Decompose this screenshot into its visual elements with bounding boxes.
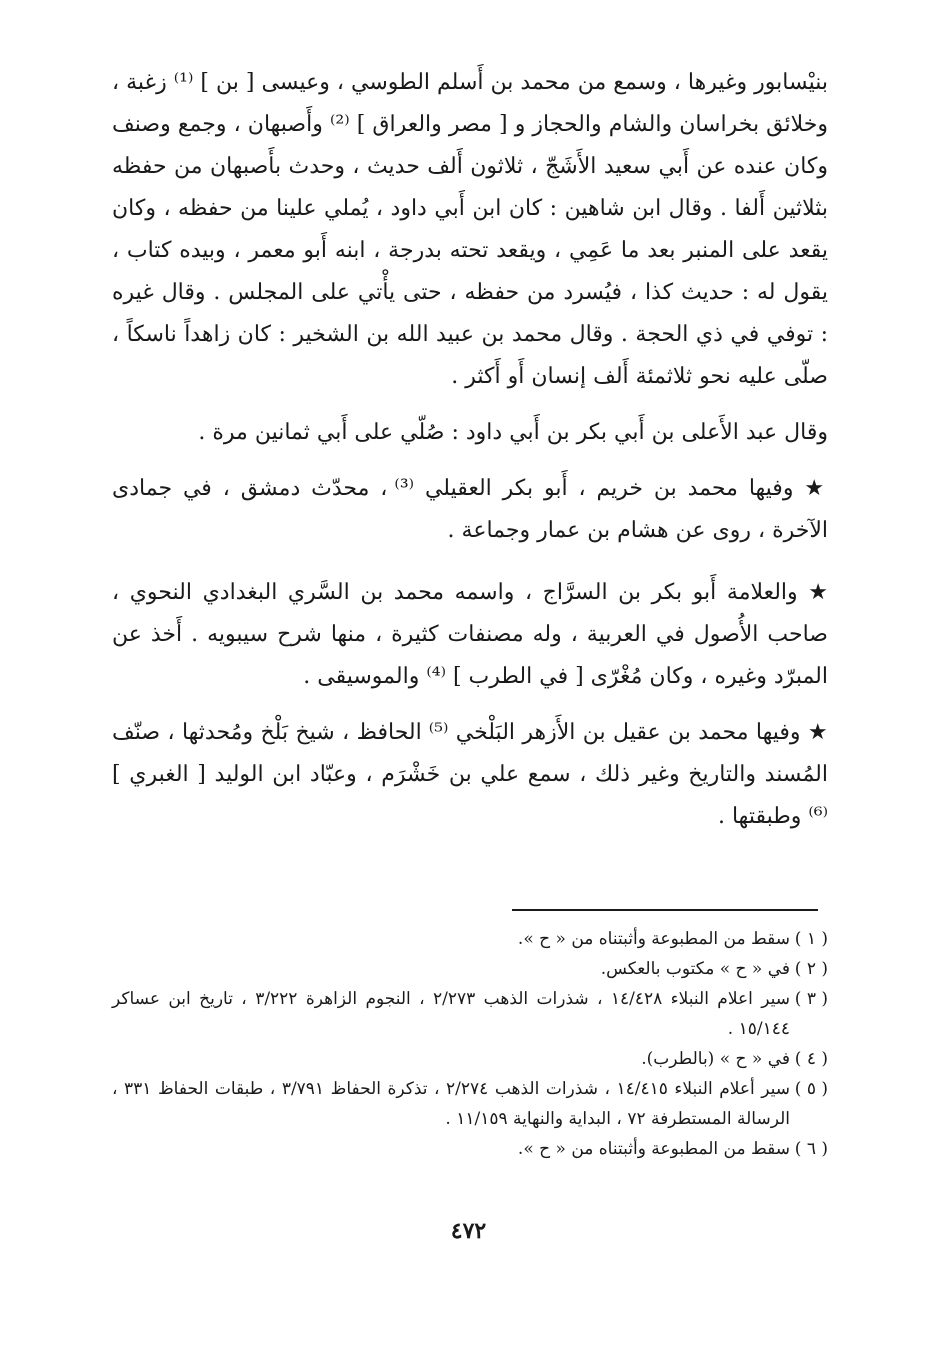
paragraph-1: بنيْسابور وغيرها ، وسمع من محمد بن أَسلم الطوسي ، وعيسى [ بن ] ⁽¹⁾ زغبة ، وخلائق بخراسان والشام والحجاز و [ مصر والعراق ] ⁽²⁾ وأَصبهان ، وجمع وصنف وكان عنده عن أَبي سعيد الأَشَجّ ، ثلاثون أَلف حديث ، وحدث بأَصبهان من حفظه بثلاثين أَلفا . وقال ابن شاهين : كان ابن أَبي داود ، يُملي علينا من حفظه ، وكان يقعد على المنبر بعد ما عَمِي ، ويقعد تحته بدرجة ، ابنه أَبو معمر ، وبيده كتاب ، يقول له : حديث كذا ، فيُسرد من حفظه ، حتى يأْتي على المجلس . وقال غيره : توفي في ذي الحجة . وقال محمد بن عبيد الله بن الشخير : كان زاهداً ناسكاً ، صلّى عليه نحو ثلاثمئة أَلف إنسان أَو أَكثر . — [112, 70, 828, 389]
footnote — [112, 984, 828, 1044]
footnote-text: في « ح » مكتوب بالعكس. — [600, 959, 790, 979]
footnote — [112, 954, 828, 984]
paragraph-2: وقال عبد الأَعلى بن أَبي بكر بن أَبي داود : صُلّي على أَبي ثمانين مرة . — [198, 420, 828, 445]
main-text — [112, 62, 828, 838]
footnote — [112, 1044, 828, 1074]
footnote-number: ( ٣ ) — [794, 989, 828, 1009]
footnote-text: سقط من المطبوعة وأثبتناه من « ح ». — [517, 1139, 790, 1159]
footnote-number: ( ٥ ) — [794, 1079, 828, 1099]
footnotes — [112, 924, 828, 1164]
footnote — [112, 1134, 828, 1164]
footnote-text: سير أعلام النبلاء ١٤/٤١٥ ، شذرات الذهب ٢/٢٧٤ ، تذكرة الحفاظ ٣/٧٩١ ، طبقات الحفاظ ٣٣١ ، الرسالة المستطرفة ٧٢ ، البداية والنهاية ١١/١٥٩ . — [112, 1079, 790, 1129]
footnote-separator — [512, 909, 818, 911]
paragraph-3: ★ وفيها محمد بن خريم ، أَبو بكر العقيلي ⁽³⁾ ، محدّث دمشق ، في جمادى الآخرة ، روى عن هشام بن عمار وجماعة . — [112, 476, 828, 543]
paragraph-5: ★ وفيها محمد بن عقيل بن الأَزهر البَلْخي ⁽⁵⁾ الحافظ ، شيخ بَلْخ ومُحدثها ، صنّف المُسند والتاريخ وغير ذلك ، سمع علي بن خَشْرَم ، وعبّاد ابن الوليد [ الغبري ] ⁽⁶⁾ وطبقتها . — [112, 720, 829, 829]
footnote-number: ( ٢ ) — [794, 959, 828, 979]
footnote-text: سير اعلام النبلاء ١٤/٤٢٨ ، شذرات الذهب ٢/٢٧٣ ، النجوم الزاهرة ٣/٢٢٢ ، تاريخ ابن عساكر ١٥/١٤٤ . — [112, 989, 790, 1039]
footnote-text: في « ح » (بالطرب). — [641, 1049, 790, 1069]
footnote-number: ( ١ ) — [794, 929, 828, 949]
footnote-number: ( ٦ ) — [794, 1139, 828, 1159]
footnote-text: سقط من المطبوعة وأثبتناه من « ح ». — [517, 929, 790, 949]
footnote — [112, 924, 828, 954]
footnote-number: ( ٤ ) — [794, 1049, 828, 1069]
footnote — [112, 1074, 828, 1134]
page-number: ٤٧٢ — [450, 1218, 487, 1244]
paragraph-4: ★ والعلامة أَبو بكر بن السرَّاج ، واسمه محمد بن السَّري البغدادي النحوي ، صاحب الأُصول في العربية ، وله مصنفات كثيرة ، منها شرح سيبويه . أَخذ عن المبرّد وغيره ، وكان مُغْرّى [ في الطرب ] ⁽⁴⁾ والموسيقى . — [112, 580, 828, 689]
